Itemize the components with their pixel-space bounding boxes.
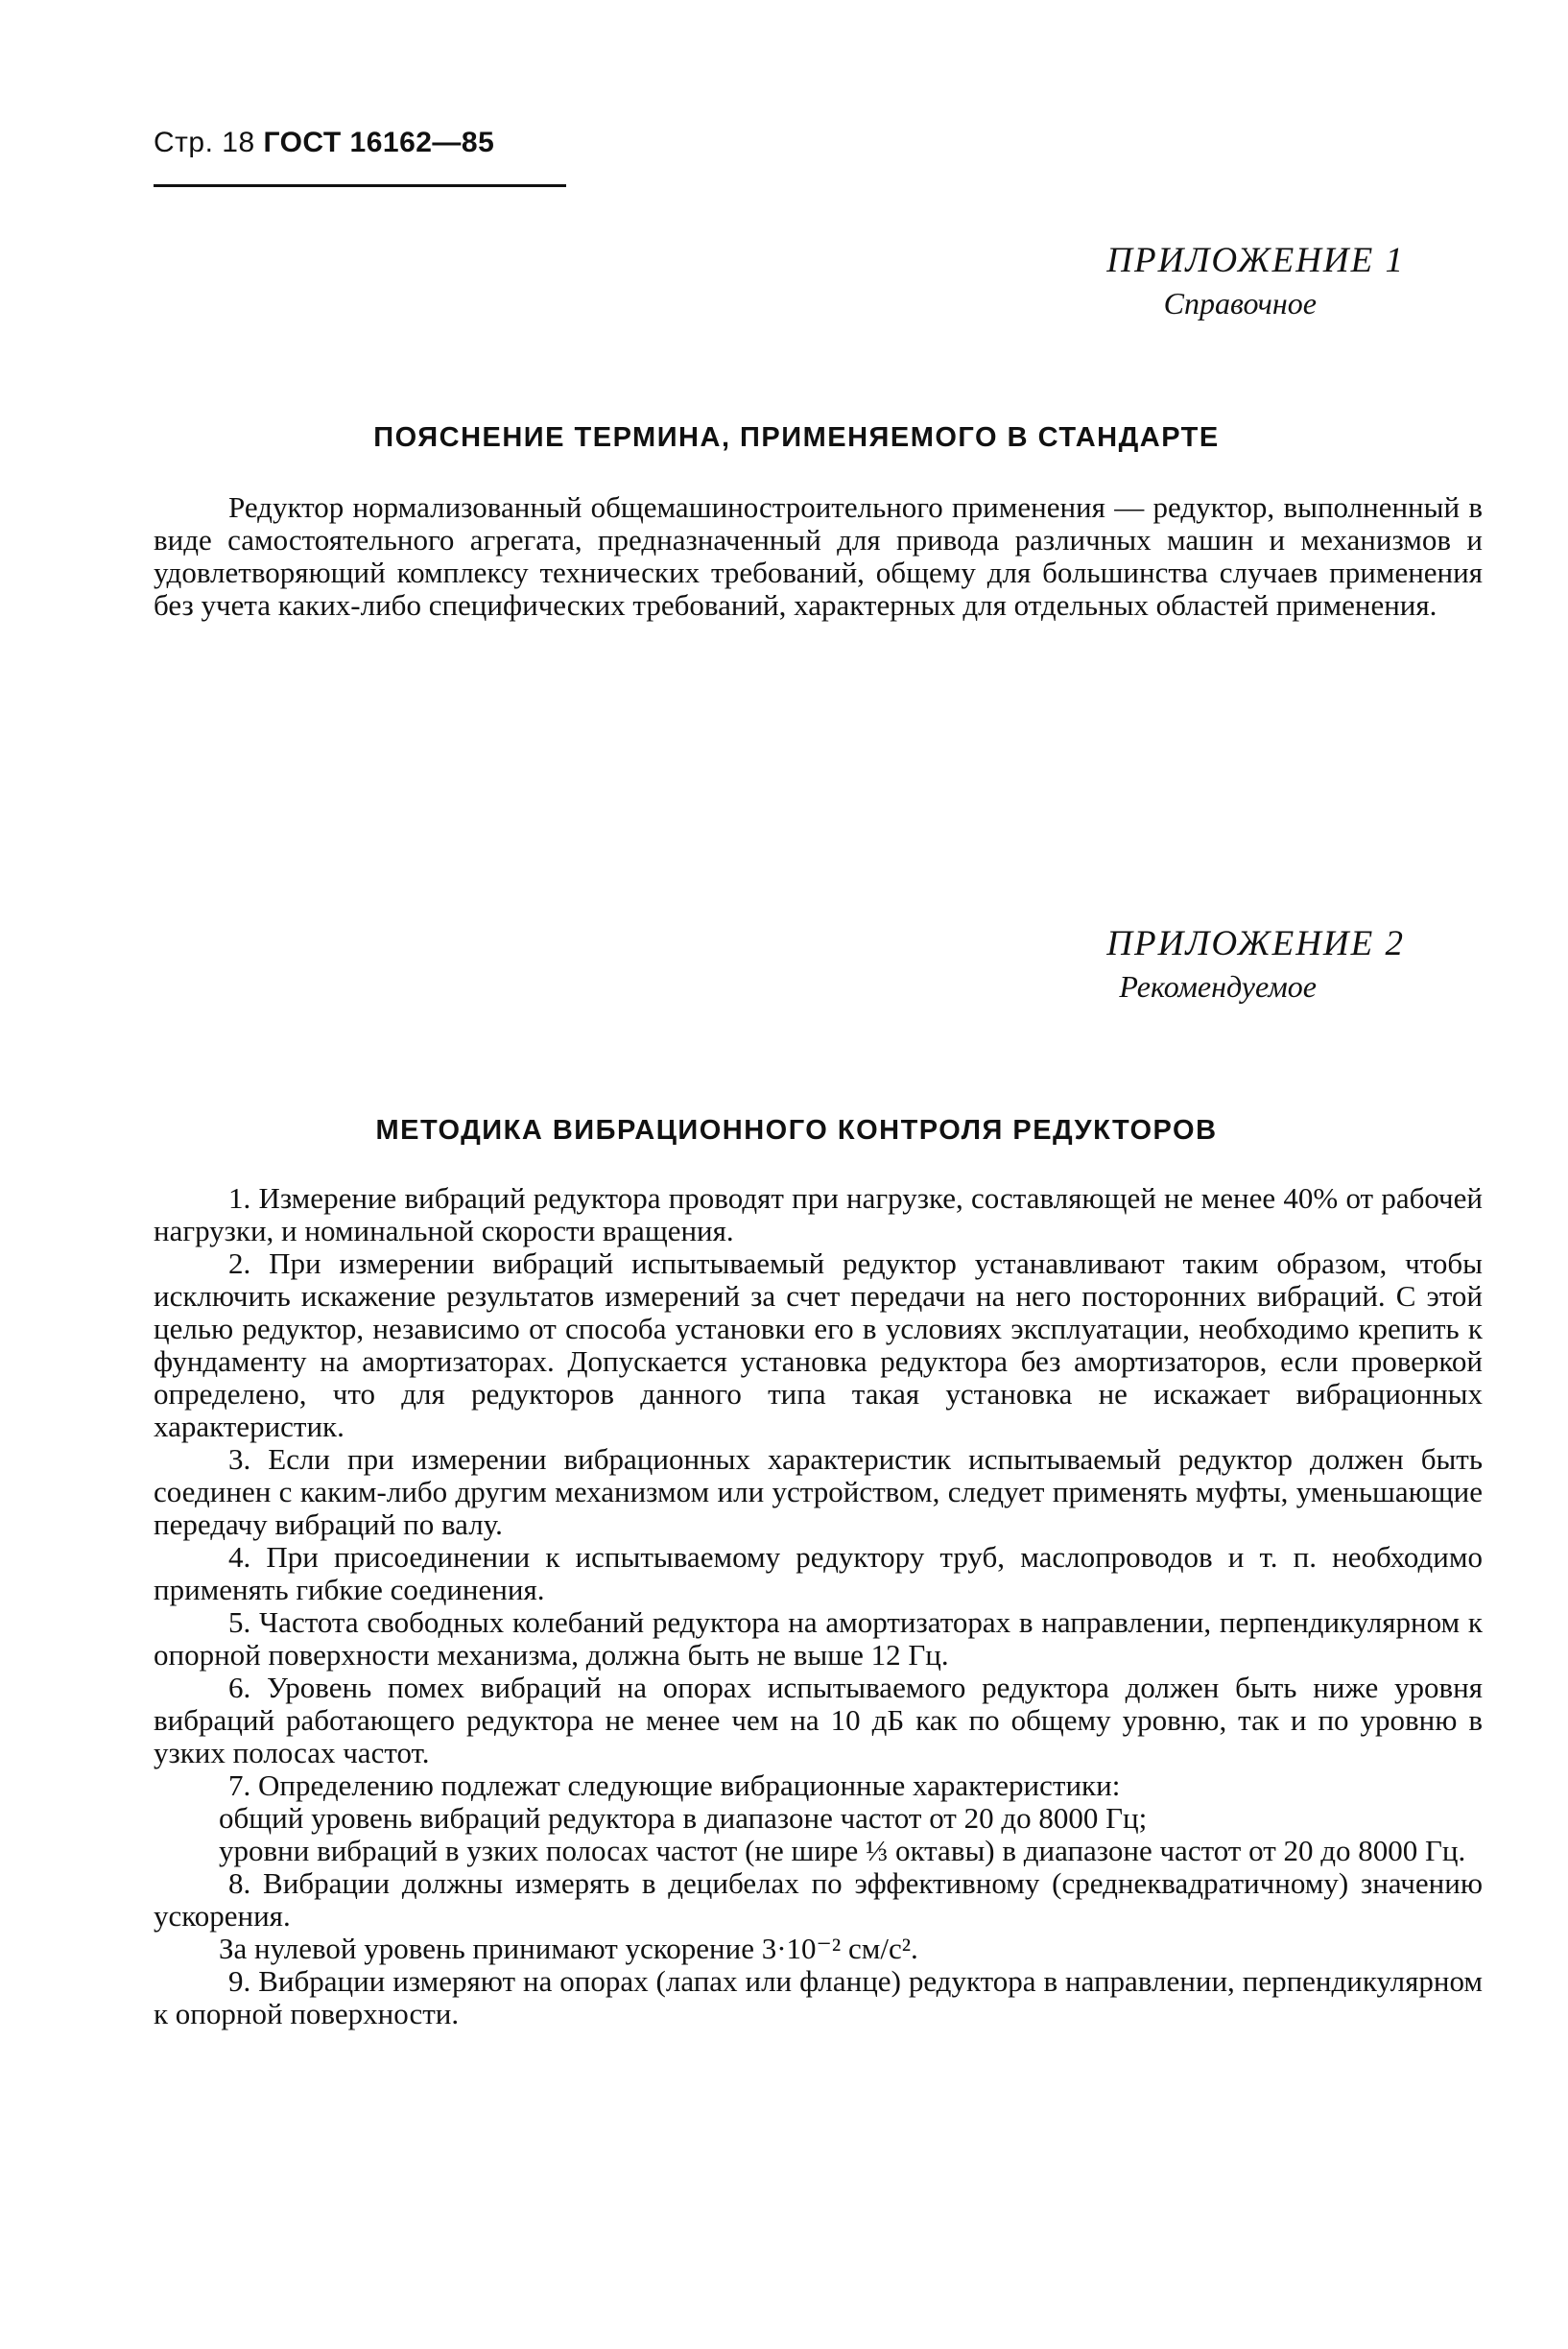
list-item: 6. Уровень помех вибраций на опорах испытываемого редуктора должен быть ниже уровня вибраций работающего редуктора не менее чем на 10 дБ как по общему уровню, так и по уровню в узких полосах частот. <box>154 1671 1483 1769</box>
list-subitem: общий уровень вибраций редуктора в диапазоне частот от 20 до 8000 Гц; <box>219 1801 1148 1835</box>
page-number: Стр. 18 <box>154 127 255 158</box>
list-item: 9. Вибрации измеряют на опорах (лапах или фланце) редуктора в направлении, перпендикулярном к опорной поверхности. <box>154 1964 1483 2030</box>
list-subitem: уровни вибраций в узких полосах частот (не шире ⅓ октавы) в диапазоне частот от 20 до 8000 Гц. <box>219 1834 1466 1867</box>
appendix-2-body <box>154 1182 1483 2030</box>
appendix-1-title: ПРИЛОЖЕНИЕ 1 <box>1106 241 1405 280</box>
appendix-2-title: ПРИЛОЖЕНИЕ 2 <box>1106 924 1405 963</box>
standard-code: ГОСТ 16162—85 <box>263 127 495 158</box>
appendix-1-body <box>154 491 1483 622</box>
list-item: 2. При измерении вибраций испытываемый редуктор устанавливают таким образом, чтобы исключить искажение результатов измерений за счет передачи на него посторонних вибраций. С этой целью редуктор, независимо от способа установки его в условиях эксплуатации, необходимо крепить к фундаменту на амортизаторах. Допускается установка редуктора без амортизаторов, если проверкой определено, что для редукторов данного типа такая установка не искажает вибрационных характеристик. <box>154 1246 1483 1443</box>
page-header <box>154 127 566 187</box>
list-item: 3. Если при измерении вибрационных характеристик испытываемый редуктор должен быть соединен с каким-либо другим механизмом или устройством, следует применять муфты, уменьшающие передачу вибраций по валу. <box>154 1442 1483 1541</box>
appendix-1-section-title: ПОЯСНЕНИЕ ТЕРМИНА, ПРИМЕНЯЕМОГО В СТАНДАРТЕ <box>373 422 1220 453</box>
list-item: 4. При присоединении к испытываемому редуктору труб, маслопроводов и т. п. необходимо применять гибкие соединения. <box>154 1540 1483 1606</box>
appendix-2-subtitle: Рекомендуемое <box>1119 969 1317 1005</box>
list-subitem: За нулевой уровень принимают ускорение 3·10⁻² см/с². <box>219 1932 918 1965</box>
list-item: 5. Частота свободных колебаний редуктора на амортизаторах в направлении, перпендикулярном к опорной поверхности механизма, должна быть не выше 12 Гц. <box>154 1605 1483 1672</box>
appendix-1-subtitle: Справочное <box>1163 286 1317 321</box>
appendix-2-heading <box>1106 921 1405 1008</box>
appendix-2-section-title: МЕТОДИКА ВИБРАЦИОННОГО КОНТРОЛЯ РЕДУКТОРОВ <box>375 1115 1218 1146</box>
list-item: 1. Измерение вибраций редуктора проводят при нагрузке, составляющей не менее 40% от рабочей нагрузки, и номинальной скорости вращения. <box>154 1181 1483 1247</box>
list-item: 7. Определению подлежат следующие вибрационные характеристики: <box>228 1768 1121 1802</box>
appendix-1-heading <box>1106 238 1405 324</box>
list-item: 8. Вибрации должны измерять в децибелах по эффективному (среднеквадратичному) значению ускорения. <box>154 1866 1483 1933</box>
term-definition-paragraph: Редуктор нормализованный общемашиностроительного применения — редуктор, выполненный в виде самостоятельного агрегата, предназначенный для привода различных машин и механизмов и удовлетворяющий комплексу технических требований, общему для большинства случаев применения без учета каких-либо специфических требований, характерных для отдельных областей применения. <box>154 490 1483 622</box>
